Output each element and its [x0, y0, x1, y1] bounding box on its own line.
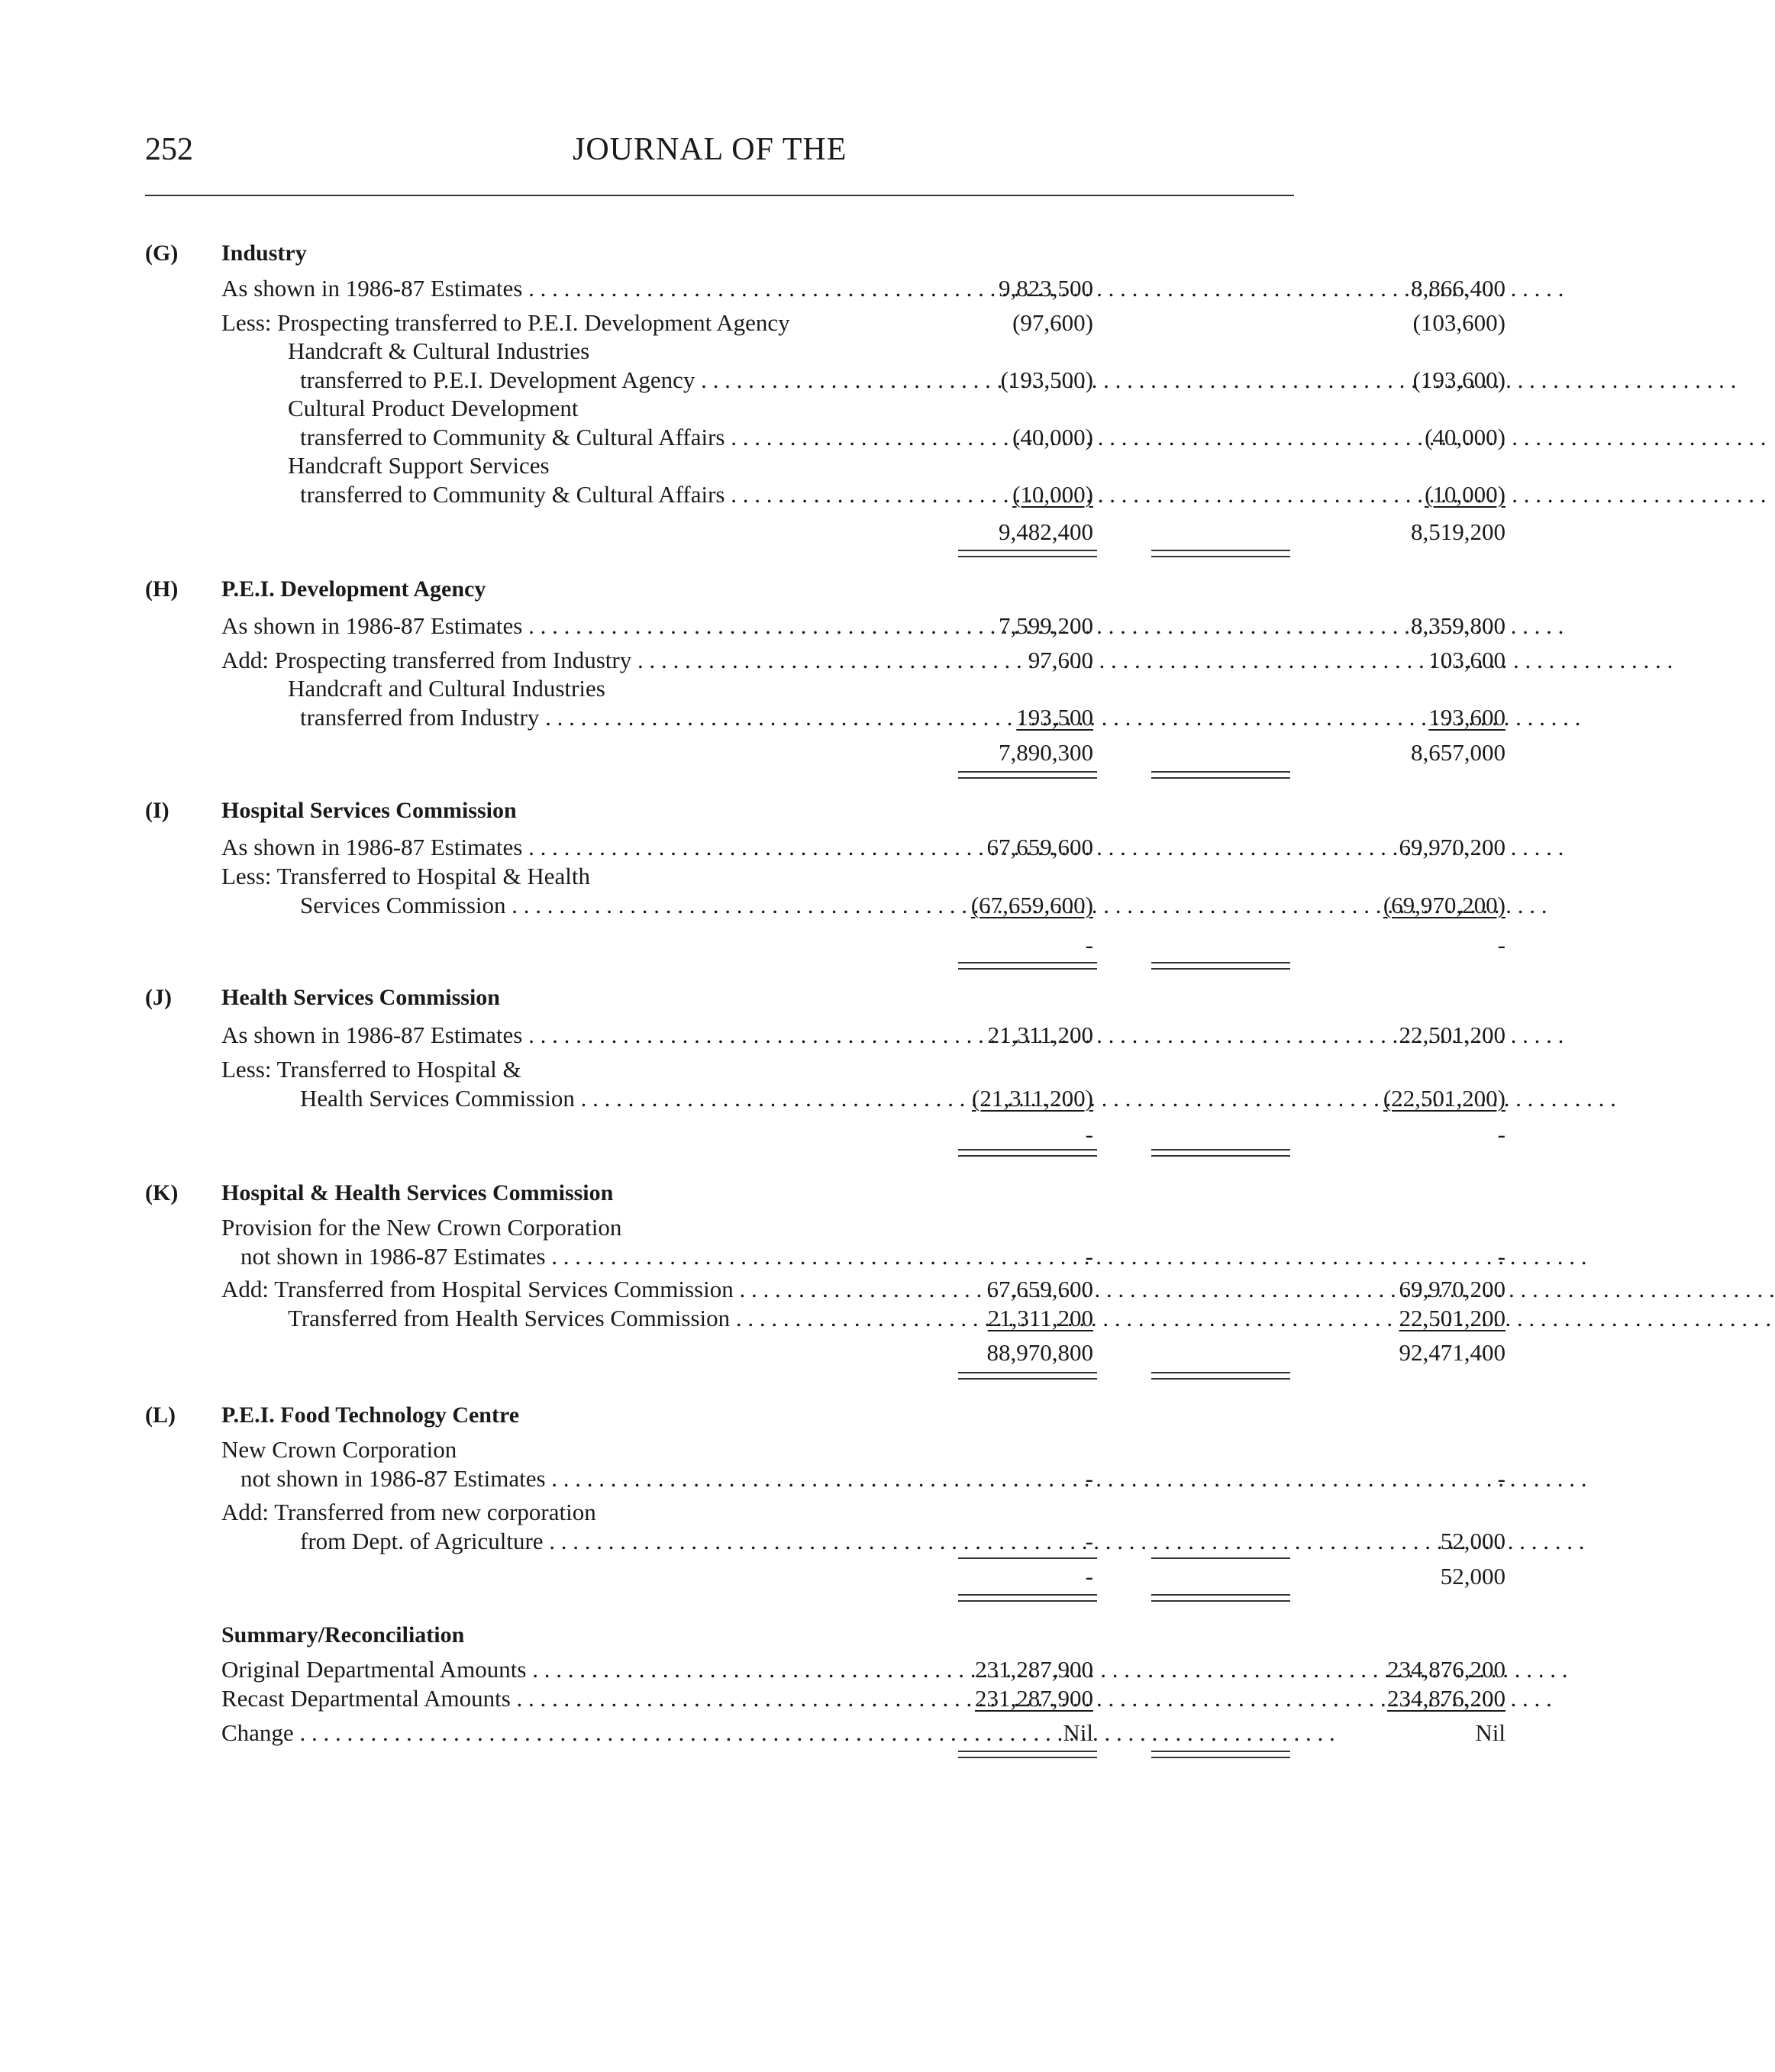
value-1987-88: 8,359,800: [1411, 612, 1506, 639]
double-underline: [1151, 1149, 1290, 1157]
section-letter-k: (K): [145, 1180, 179, 1205]
value-1987-88: 69,970,200: [1399, 1276, 1506, 1302]
value-1986-87: (67,659,600): [970, 892, 1093, 918]
double-underline: [958, 1372, 1097, 1380]
section-letter-h: (H): [145, 576, 179, 602]
row-label: Transferred from Health Services Commission . . .: [288, 1303, 907, 1334]
double-underline: [958, 962, 1097, 970]
section-letter-g: (G): [145, 240, 179, 266]
subtotal-1987-88: 92,471,400: [1399, 1339, 1506, 1366]
subtotal-1987-88: 8,657,000: [1411, 739, 1506, 766]
section-letter-j: (J): [145, 985, 172, 1010]
row-label: transferred to P.E.I. Development Agency . . .: [300, 365, 907, 395]
double-underline: [958, 771, 1097, 779]
row-label: Health Services Commission . . .: [300, 1083, 907, 1114]
double-underline: [1151, 550, 1290, 557]
value-1986-87: 67,659,600: [986, 834, 1093, 860]
value-1987-88: 22,501,200: [1399, 1021, 1506, 1048]
value-1987-88: Nil: [1475, 1719, 1506, 1746]
row-label: not shown in 1986-87 Estimates . . .: [240, 1241, 907, 1272]
value-1986-87: -: [1085, 1528, 1093, 1554]
value-1987-88: 69,970,200: [1399, 834, 1506, 860]
subtotal-1986-87: -: [1085, 1121, 1093, 1147]
section-title-hospital-health-services-commission: Hospital & Health Services Commission: [221, 1180, 614, 1205]
value-1987-88: (22,501,200): [1383, 1085, 1506, 1112]
value-1987-88: 52,000: [1440, 1528, 1506, 1554]
section-title-summary-reconciliation: Summary/Reconciliation: [221, 1622, 465, 1648]
row-label: As shown in 1986-87 Estimates . . .: [221, 611, 907, 641]
journal-title: JOURNAL OF THE: [573, 132, 847, 167]
section-title-industry: Industry: [221, 240, 307, 266]
value-1986-87: 231,287,900: [975, 1685, 1093, 1712]
value-1986-87: 67,659,600: [986, 1276, 1093, 1302]
value-1987-88: 22,501,200: [1399, 1305, 1506, 1331]
value-1986-87: 21,311,200: [987, 1305, 1093, 1331]
value-1987-88: (69,970,200): [1383, 892, 1506, 918]
subtotal-1986-87: -: [1085, 931, 1093, 958]
double-underline: [958, 1149, 1097, 1157]
value-1986-87: 193,500: [1016, 704, 1093, 731]
value-1986-87: (10,000): [1012, 481, 1093, 508]
row-label: Less: Transferred to Hospital & Health: [221, 863, 591, 889]
double-underline: [1151, 1751, 1290, 1758]
double-underline: [1151, 962, 1290, 970]
value-1987-88: -: [1497, 1465, 1506, 1492]
value-1987-88: (40,000): [1425, 424, 1506, 450]
section-title-hospital-services-commission: Hospital Services Commission: [221, 798, 517, 823]
row-label: transferred to Community & Cultural Affairs . . .: [300, 422, 907, 453]
value-1986-87: 21,311,200: [987, 1021, 1093, 1048]
single-underline: [958, 1557, 1097, 1559]
row-label: Provision for the New Crown Corporation: [221, 1214, 622, 1241]
double-underline: [1151, 1372, 1290, 1380]
value-1987-88: -: [1497, 1243, 1506, 1270]
subtotal-1987-88: 8,519,200: [1411, 518, 1506, 545]
row-label: As shown in 1986-87 Estimates . . .: [221, 273, 907, 304]
row-label: New Crown Corporation: [221, 1436, 457, 1463]
row-label: Cultural Product Development: [288, 395, 579, 421]
header-rule: [145, 195, 1294, 196]
row-label: Add: Transferred from Hospital Services Commission . . .: [221, 1274, 907, 1305]
row-label: Handcraft & Cultural Industries: [288, 337, 590, 364]
double-underline: [958, 550, 1097, 557]
section-title-health-services-commission: Health Services Commission: [221, 985, 500, 1010]
value-1987-88: 8,866,400: [1411, 275, 1506, 302]
row-label: Handcraft Support Services: [288, 452, 550, 479]
row-label: Add: Transferred from new corporation: [221, 1499, 596, 1525]
row-label: transferred from Industry . . .: [300, 702, 907, 733]
section-letter-l: (L): [145, 1402, 176, 1428]
row-label: As shown in 1986-87 Estimates . . .: [221, 832, 907, 863]
row-label: Services Commission . . .: [300, 890, 907, 921]
row-label: Recast Departmental Amounts . . .: [221, 1683, 907, 1714]
row-label: not shown in 1986-87 Estimates . . .: [240, 1464, 907, 1494]
value-1987-88: 193,600: [1428, 704, 1506, 731]
value-1986-87: -: [1085, 1465, 1093, 1492]
subtotal-1987-88: 52,000: [1440, 1563, 1506, 1590]
value-1986-87: (40,000): [1012, 424, 1093, 450]
row-label: transferred to Community & Cultural Affairs . . .: [300, 479, 907, 510]
value-1987-88: (103,600): [1412, 309, 1506, 336]
section-title-pei-food-technology-centre: P.E.I. Food Technology Centre: [221, 1402, 520, 1428]
value-1986-87: 231,287,900: [975, 1656, 1093, 1683]
subtotal-1986-87: 7,890,300: [999, 739, 1093, 766]
row-label: Less: Prospecting transferred to P.E.I. Development Agency: [221, 309, 790, 336]
double-underline: [1151, 1594, 1290, 1602]
value-1986-87: 7,599,200: [999, 612, 1093, 639]
double-underline: [958, 1751, 1097, 1758]
value-1987-88: (10,000): [1425, 481, 1506, 508]
row-label: Original Departmental Amounts . . .: [221, 1654, 907, 1685]
value-1986-87: Nil: [1063, 1719, 1093, 1746]
row-label: Change . . .: [221, 1718, 907, 1748]
value-1986-87: 97,600: [1028, 647, 1093, 673]
section-title-pei-development-agency: P.E.I. Development Agency: [221, 576, 486, 602]
subtotal-1986-87: 9,482,400: [999, 518, 1093, 545]
value-1987-88: 234,876,200: [1387, 1656, 1506, 1683]
value-1986-87: -: [1085, 1243, 1093, 1270]
value-1986-87: (97,600): [1012, 309, 1093, 336]
subtotal-1987-88: -: [1497, 1121, 1506, 1147]
row-label: Handcraft and Cultural Industries: [288, 675, 605, 702]
value-1986-87: (21,311,200): [972, 1085, 1093, 1112]
section-letter-i: (I): [145, 798, 169, 823]
value-1987-88: 234,876,200: [1387, 1685, 1506, 1712]
single-underline: [1151, 1557, 1290, 1559]
row-label: from Dept. of Agriculture . . .: [300, 1526, 907, 1557]
row-label: As shown in 1986-87 Estimates . . .: [221, 1020, 907, 1051]
subtotal-1987-88: -: [1497, 931, 1506, 958]
value-1986-87: (193,500): [1000, 366, 1093, 393]
page-number: 252: [145, 132, 193, 167]
value-1987-88: (193,600): [1412, 366, 1506, 393]
double-underline: [1151, 771, 1290, 779]
double-underline: [958, 1594, 1097, 1602]
row-label: Less: Transferred to Hospital &: [221, 1056, 521, 1083]
value-1987-88: 103,600: [1428, 647, 1506, 673]
value-1986-87: 9,823,500: [999, 275, 1093, 302]
subtotal-1986-87: -: [1085, 1563, 1093, 1590]
row-label: Add: Prospecting transferred from Industry . . .: [221, 645, 907, 676]
subtotal-1986-87: 88,970,800: [986, 1339, 1093, 1366]
